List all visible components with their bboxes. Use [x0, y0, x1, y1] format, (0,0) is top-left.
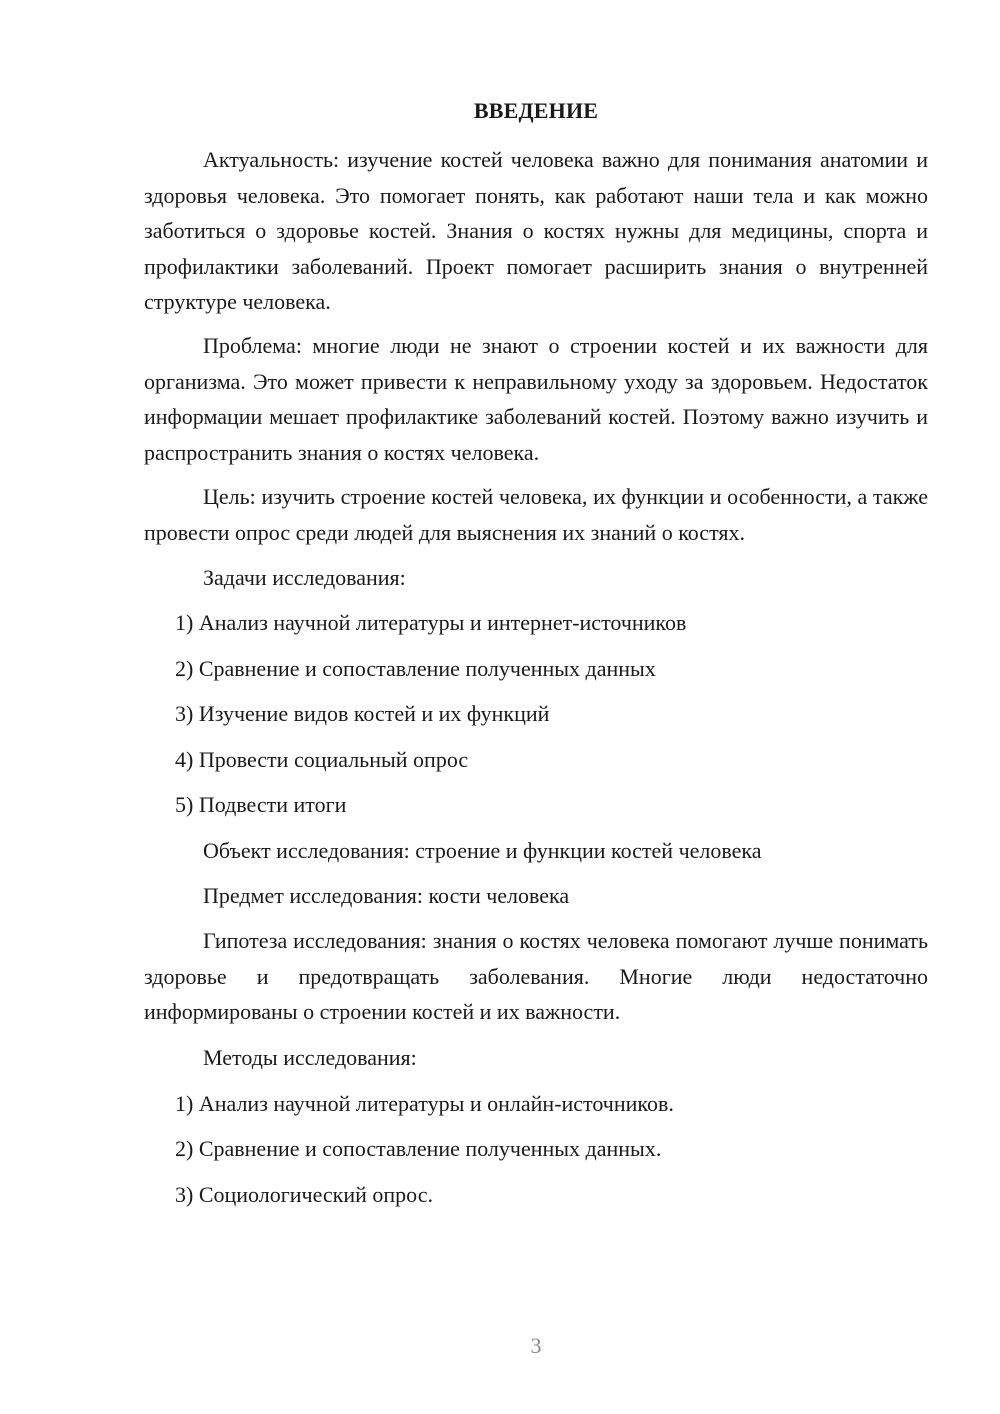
hypothesis-paragraph: Гипотеза исследования: знания о костях человека помогают лучше понимать здоровье и предотвращать заболевания. Многие люди недостаточно информированы о строении костей и их важности.	[144, 928, 928, 1024]
relevance-paragraph: Актуальность: изучение костей человека важно для понимания анатомии и здоровья человека. Это помогает понять, как работают наши тела и как можно заботиться о здоровье костей. Знания о костях нужны для медицины, спорта и профилактики заболеваний. Проект помогает расширить знания о внутренней структуре человека.	[144, 147, 928, 314]
task-item: 1) Анализ научной литературы и интернет-источников	[175, 610, 687, 635]
goal-paragraph: Цель: изучить строение костей человека, их функции и особенности, а также провести опрос среди людей для выяснения их знаний о костях.	[144, 484, 928, 545]
research-subject: Предмет исследования: кости человека	[203, 883, 570, 908]
document-page	[144, 0, 928, 1414]
method-item: 1) Анализ научной литературы и онлайн-источников.	[175, 1091, 674, 1116]
task-item: 5) Подвести итоги	[175, 792, 347, 817]
task-item: 2) Сравнение и сопоставление полученных данных	[175, 656, 656, 681]
research-object: Объект исследования: строение и функции костей человека	[203, 838, 762, 863]
section-title: ВВЕДЕНИЕ	[473, 98, 599, 123]
task-item: 4) Провести социальный опрос	[175, 747, 469, 772]
tasks-label: Задачи исследования:	[203, 565, 406, 590]
method-item: 3) Социологический опрос.	[175, 1182, 433, 1207]
task-item: 3) Изучение видов костей и их функций	[175, 701, 550, 726]
method-item: 2) Сравнение и сопоставление полученных данных.	[175, 1136, 662, 1161]
methods-label: Методы исследования:	[203, 1045, 417, 1070]
problem-paragraph: Проблема: многие люди не знают о строении костей и их важности для организма. Это может привести к неправильному уходу за здоровьем. Недостаток информации мешает профилактике заболеваний костей. Поэтому важно изучить и распространить знания о костях человека.	[144, 333, 928, 465]
page-number: 3	[530, 1333, 542, 1358]
